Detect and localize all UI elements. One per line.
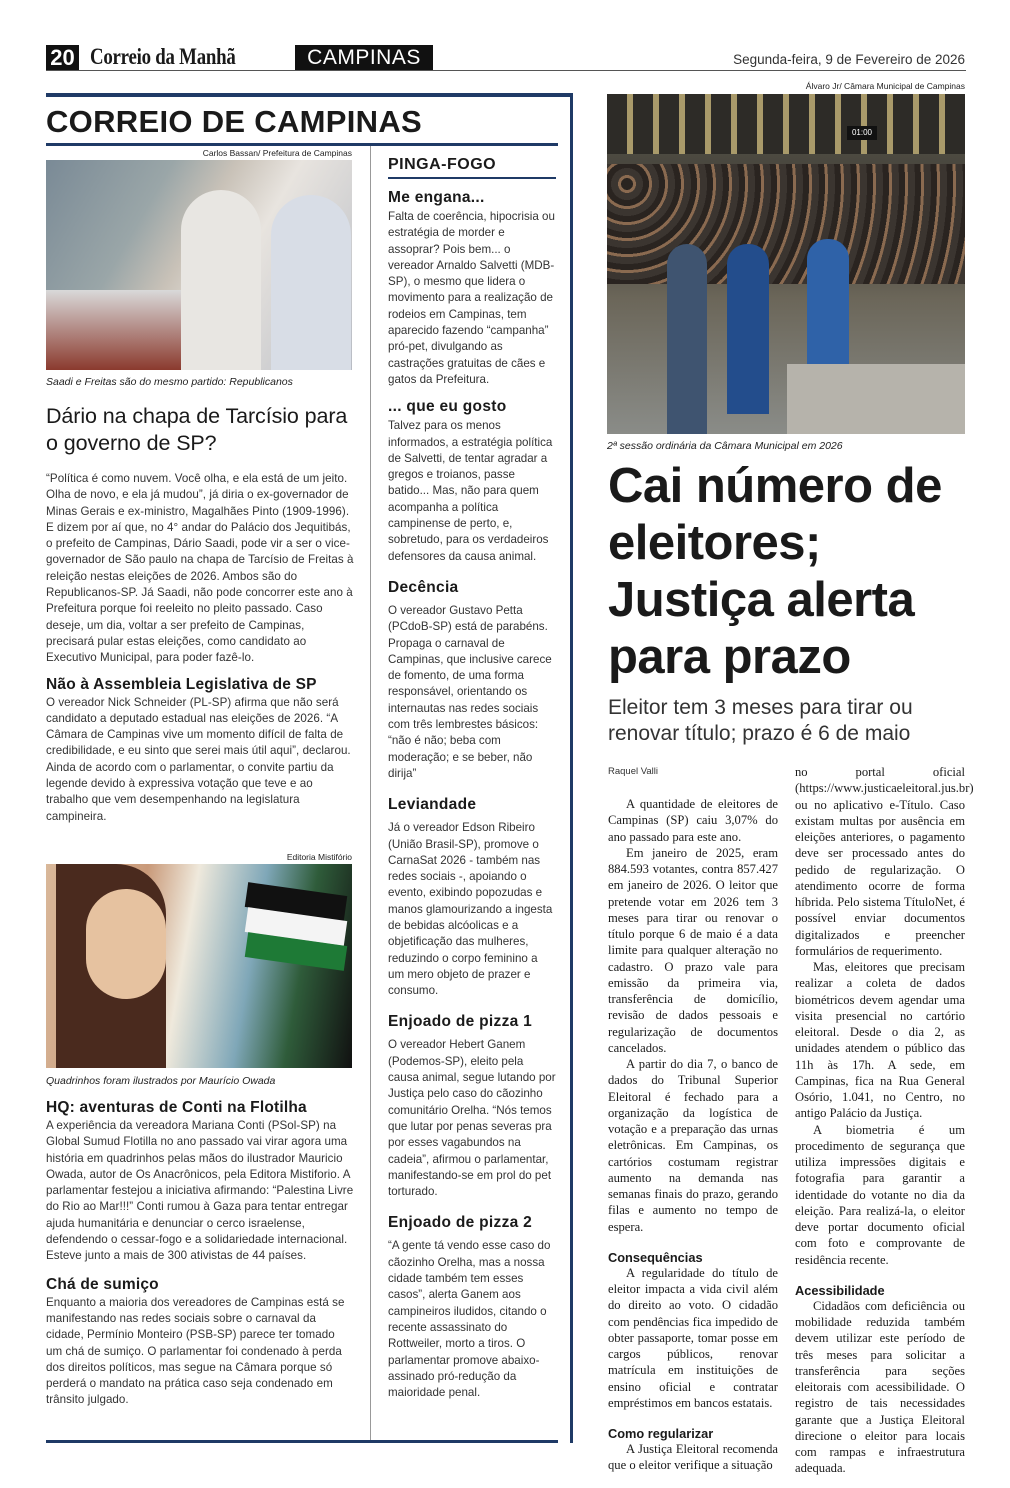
article-paragraph: A biometria é um procedimento de segurança que utiliza impressões digitais e fotografia para garantir a identidade do votante no dia da eleição. Para realizá-la, o eleitor deve portar documento oficial com foto e comprovante de residência recente. [795,1122,965,1267]
header-divider [46,70,966,71]
item-body: Enquanto a maioria dos vereadores de Campinas está se manifestando nas redes sociais sobre o carnaval da cidade, Permínio Monteiro (PSB-SP) parece ter tomado um chá de sumiço. O parlamentar foi condenado à perda dos direitos políticos, mas segue na Câmara porque só perderá o mandato na prática caso seja condenado em trânsito julgado. [46,1295,345,1407]
article-paragraph: Mas, eleitores que precisam realizar a coleta de dados biométricos devem agendar uma visita presencial no cartório eleitoral. Desde o dia 2, as unidades atendem o público das 11h às 17h. A sede, em Campinas, fica na Rua General Osório, 1.041, no Centro, no antigo Palácio da Justiça. [795,960,965,1121]
session-clock: 01:00 [847,126,877,140]
article-paragraph: A Justiça Eleitoral recomenda que o eleitor verifique a situação [608,1442,778,1473]
pinga-fogo-item-title: Decência [388,578,459,596]
page-number: 20 [46,45,79,71]
issue-date: Segunda-feira, 9 de Fevereiro de 2026 [733,52,965,67]
item-title: HQ: aventuras de Conti na Flotilha [46,1099,307,1116]
column-title-rule [46,143,558,146]
column-divider [370,146,371,1440]
photo-credit: Carlos Bassan/ Prefeitura de Campinas [202,148,352,158]
pinga-fogo-item-title: Leviandade [388,796,477,814]
pinga-fogo-item-body: Já o vereador Edson Ribeiro (União Brasil-SP), promove o CarnaSat 2026 - também nas redes sociais -, apoiando o evento, exibindo popozudas e manos glamourizando a ingesta de bebidas alcóolicas e a objetificação das mulheres, reduzindo o corpo feminino a um mero objeto de prazer e consumo. [388,821,553,998]
article-paragraph: no portal oficial (https://www.justicaeleitoral.jus.br) ou no aplicativo e-Título. Caso existam multas por ausência em eleições anteriores, o pagamento deve ser processado antes do pedido de regularização. O atendimento ocorre de forma híbrida. Pelo sistema TítuloNet, é possível enviar documentos digitalizados e preencher formulários de requerimento. [795,765,974,958]
pinga-fogo-item-body: O vereador Hebert Ganem (Podemos-SP), eleito pela causa animal, segue lutando por Justiça pelo caso do cãozinho comunitário Orelha. “Nós temos que lutar por penas severas pra por esses vagabundos na cadeia”, afirmou o parlamentar, manifestando-se em prol do pet torturado. [388,1038,556,1199]
article-headline: Cai número de eleitores; Justiça alerta para prazo [608,459,942,684]
pinga-fogo-title: PINGA-FOGO [388,156,556,179]
pinga-fogo-item-title: Me engana... [388,189,485,206]
column-title: CORREIO DE CAMPINAS [46,104,423,139]
article-byline: Raquel Valli [608,766,658,777]
photo-mayor-governor [46,160,352,370]
article-column-1 [608,796,778,1474]
article-subhead: Eleitor tem 3 meses para tirar ou renovar título; prazo é 6 de maio [608,696,913,745]
photo-credit: Álvaro Jr/ Câmara Municipal de Campinas [805,81,965,91]
photo-caption: Saadi e Freitas são do mesmo partido: Republicanos [46,376,293,388]
main-headline: Dário na chapa de Tarcísio para o governo de SP? [46,404,348,455]
article-paragraph: Cidadãos com deficiência ou mobilidade reduzida também devem utilizar este período de três meses para solicitar a transferência para seções eleitorais com acessibilidade. O registro de tais necessidades garante que a Justiça Eleitoral direcione o eleitor para locais com rampas e infraestrutura adequada. [795,1298,965,1476]
subsection-heading: Consequências [608,1249,703,1265]
photo-credit: Editoria Mistifório [286,852,352,862]
article-column-2 [795,764,974,1477]
article-paragraph: A regularidade do título de eleitor impacta a vida civil além do direito ao voto. O cidadão com pendências fica impedido de obter passaporte, tomar posse em cargos públicos, renovar matrícula em instituições de ensino oficial e contratar empréstimos em bancos estatais. [608,1265,778,1410]
subsection-heading: Acessibilidade [795,1282,885,1298]
comic-illustration [46,864,352,1068]
pinga-fogo-item-body: “A gente tá vendo esse caso do cãozinho Orelha, mas a nossa cidade também tem esses casos”, alerta Ganem aos campineiros iludidos, citando o recente assassinato do Rottweiler, morto a tiros. O parlamentar promove abaixo-assinado pró-redução da maioridade penal. [388,1239,551,1400]
column-frame-top [46,93,573,97]
pinga-fogo-item-body: O vereador Gustavo Petta (PCdoB-SP) está de parabéns. Propaga o carnaval de Campinas, que inclusive carece de fomento, de uma forma responsável, orientando os internautas nas redes sociais com três lembrestes básicos: “não é não; beba com moderação; e se beber, não dirija” [388,603,552,780]
article-paragraph: A partir do dia 7, o banco de dados do Tribunal Superior Eleitoral é fechado para a organização da logística de votação e a preparação das urnas eletrônicas. Em Campinas, os cartórios costumam registrar aumento na demanda nas semanas finais do prazo, gerando filas e aumento no tempo de espera. [608,1057,778,1234]
pinga-fogo-item-title: Enjoado de pizza 2 [388,1214,533,1232]
newspaper-logo: Correio da Manhã [90,44,236,69]
photo-caption: 2ª sessão ordinária da Câmara Municipal em 2026 [607,440,843,452]
photo-caption: Quadrinhos foram ilustrados por Maurício Owada [46,1075,276,1087]
item-body: A experiência da vereadora Mariana Conti (PSol-SP) na Global Sumud Flotilla no ano passado vai virar agora uma história em quadrinhos pelas mãos do ilustrador Mauricio Owada, autor de Os Anacrônicos, pela Editora Mistiforio. A parlamentar festejou a iniciativa afirmando: “Palestina Livre do Rio ao Mar!!!” Conti rumou à Gaza para tentar entregar ajuda humanitária e denunciar o cerco israelense, defendendo o cessar-fogo e a solidariedade internacional. Esteve junto a mais de 300 ativistas de 44 países. [46,1119,354,1263]
item-title: Chá de sumiço [46,1275,159,1293]
column-frame-bottom [46,1440,558,1443]
subsection-heading: Como regularizar [608,1426,714,1441]
pinga-fogo-item-body: Talvez para os menos informados, a estratégia política de Salvetti, de tentar agradar a gregos e troianos, passe batido... Mas, não para quem acompanha a política campinense de perto, e, sobretudo, para os verdadeiros defensores da causa animal. [388,419,553,563]
main-body: “Política é como nuvem. Você olha, e ela está de um jeito. Olha de novo, e ela já mudou”, já diria o ex-governador de Minas Gerais e ex-ministro, Magalhães Pinto (1909-1996). E dizem por aí que, no 4° andar do Palácio dos Jequitibás, o prefeito de Campinas, Dário Saadi, pode vir a ser o vice-governador de São paulo na chapa de Tarcísio de Freitas à releição nestas eleições de 2026. Ambos são do Republicanos-SP. Já Saadi, não pode concorrer este ano à Prefeitura porque foi reeleito no pleito passado. Caso deseje, um dia, voltar a ser prefeito de Campinas, precisará pular estas eleições, como candidato ao Executivo Municipal, para poder fazê-lo. [46,472,354,665]
pinga-fogo-item-title: ... que eu gosto [388,398,507,416]
article-paragraph: A quantidade de eleitores de Campinas (SP) caiu 3,07% do ano passado para este ano. [608,797,778,844]
article-paragraph: Em janeiro de 2025, eram 884.593 votantes, contra 857.427 em janeiro de 2026. O leitor que pretende votar em 2026 tem 3 meses para tirar ou renovar o título porque 6 de maio é a data limite para qualquer alteração no cadastro. O prazo vale para emissão da primeira via, transferência de domicílio, revisão de dados pessoais e regularização de documentos cancelados. [608,845,778,1055]
council-session-photo [607,94,965,434]
pinga-fogo-item-title: Enjoado de pizza 1 [388,1013,533,1031]
column-frame-right [570,93,573,1443]
section-label: CAMPINAS [295,45,433,71]
pinga-fogo-item-body: Falta de coerência, hipocrisia ou estratégia de morder e assoprar? Pois bem... o vereador Arnaldo Salvetti (MDB-SP), o mesmo que lidera o movimento para a realização de rodeios em Campinas, tem aparecido fazendo “campanha” pró-pet, divulgando as castrações gratuitas de cães e gatos da Prefeitura. [388,210,555,386]
item-body: O vereador Nick Schneider (PL-SP) afirma que não será candidato a deputado estadual nas eleições de 2026. “A Câmara de Campinas vive um momento difícil de falta de credibilidade, e eu sinto que serei mais útil aqui”, declarou. Ainda de acordo com o parlamentar, o convite partiu da legende devido à expressiva votação que teve e ao trabalho que vem desempenhando na legislatura campineira. [46,695,351,823]
item-title: Não à Assembleia Legislativa de SP [46,675,317,693]
